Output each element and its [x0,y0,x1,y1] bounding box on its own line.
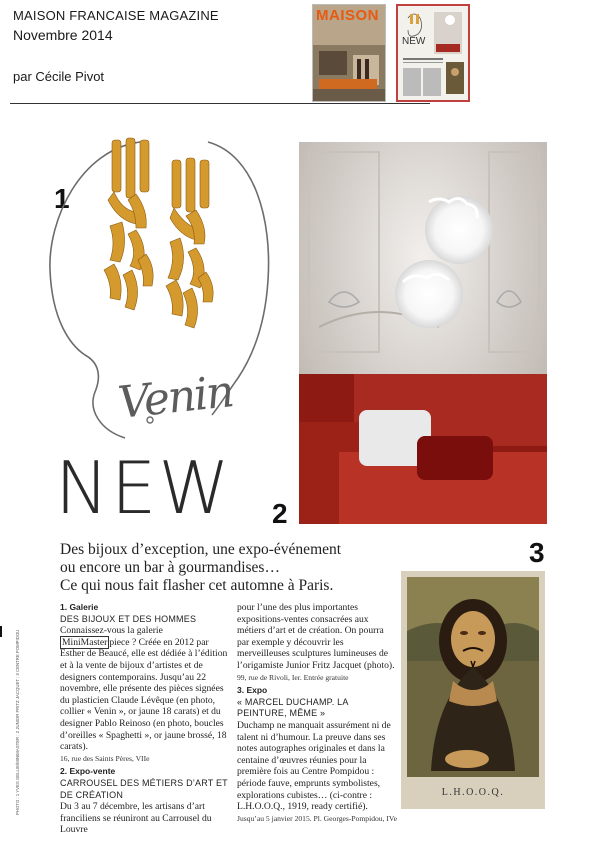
magazine-spread-thumbnail[interactable] [396,4,470,102]
article-column-2 [237,602,397,826]
section-3-title: « MARCEL DUCHAMP. LA PEINTURE, MÊME » [237,696,349,719]
lamp-sofa-photo [299,142,547,524]
lhooq-art [401,571,545,809]
lhooq-painting [401,571,545,809]
section-3-label: 3. Expo [237,685,268,696]
section-1-title: DES BIJOUX ET DES HOMMES [60,613,197,624]
article-headline [60,541,410,595]
figure-number-1: 1 [54,183,70,214]
magazine-cover-thumbnail[interactable] [312,4,386,102]
section-3-address: Jusqu’au 5 janvier 2015. Pl. Georges-Pompidou, IVe [237,813,397,823]
figure-number-2: 2 [272,498,288,529]
header-divider [10,103,430,104]
new-title: NEW [55,446,232,530]
publication-name: MAISON FRANCAISE MAGAZINE [13,8,219,23]
photo-credit [15,625,29,815]
section-1-body-rest: piece ? Créée en 2012 par Esther de Beaucé, elle est dédiée à l’édition et à la vente de bijoux d’artistes et de designers contemporains. Jusqu’au 22 novembre, elle présente des pièces signées du plasticien Claude Lévêque (en photo, collier « Venin », or jaune 18 carats) et du designer Pablo Reinoso (en photo, boucles d’oreilles « Spaghetti », or jaune brossé, 18 carats). [60,636,228,753]
section-1-address: 16, rue des Saints Pères, VIIe [60,753,150,763]
section-2-address: 99, rue de Rivoli, Ier. Entrée gratuite [237,672,349,682]
section-3-body: Duchamp ne manquait assurément ni de talent ni d’humour. La preuve dans ses notes autographes originales et dans la centaine d’œuvres réunies pour la première fois au Centre Pompidou : période fauve, emprunts symbolistes, explorations cubistes… (ci-contre : L.H.O.O.Q., 1919, ready certifié). [237,719,391,813]
gallery-name-link[interactable]: MiniMaster [62,636,108,648]
headline-line-1: Des bijoux d’exception, une expo-événement [60,541,342,558]
venin-wire-word: Venin [115,366,235,429]
spread-thumbnail-art [398,6,468,100]
spread-new-word: NEW [402,36,426,47]
section-2-label: 2. Expo-vente [60,766,116,777]
headline-line-2: ou encore un bar à gourmandises… [60,559,280,576]
section-1-body-start: Connaissez-vous la galerie [60,625,163,637]
headline-line-3: Ce qui nous fait flasher cet automne à Paris. [60,577,334,594]
lamp-sofa-art [299,142,547,524]
painting-caption: L.H.O.O.Q. [441,787,505,798]
section-2-title: CARROUSEL DES MÉTIERS D’ART ET DE CRÉATION [60,777,228,800]
photo-credit-text: PHOTO : 1 YVES GELLIE/MINIMASTER ; 2 JUNIOR FRITZ JACQUET ; 3 CENTRE POMPIDOU [15,629,20,815]
figure-number-3: 3 [529,537,545,568]
page-edge-mark [0,626,2,637]
section-1-body [60,625,228,753]
section-1-label: 1. Galerie [60,602,99,612]
article-column-1 [60,602,228,836]
article-author: par Cécile Pivot [13,69,105,84]
publication-date: Novembre 2014 [13,27,113,43]
section-2-body-start: Du 3 au 7 décembre, les artisans d’art franciliens se réuniront au Carrousel du Louvre [60,801,212,836]
cover-masthead: MAISON [316,7,379,24]
section-2-body-rest: pour l’une des plus importantes expositions-ventes consacrées aux métiers d’art et de création. On pourra par exemple y découvrir les merveilleuses sculptures lumineuses de l’origamiste Junior Fritz Jacquet (photo). [237,602,395,671]
